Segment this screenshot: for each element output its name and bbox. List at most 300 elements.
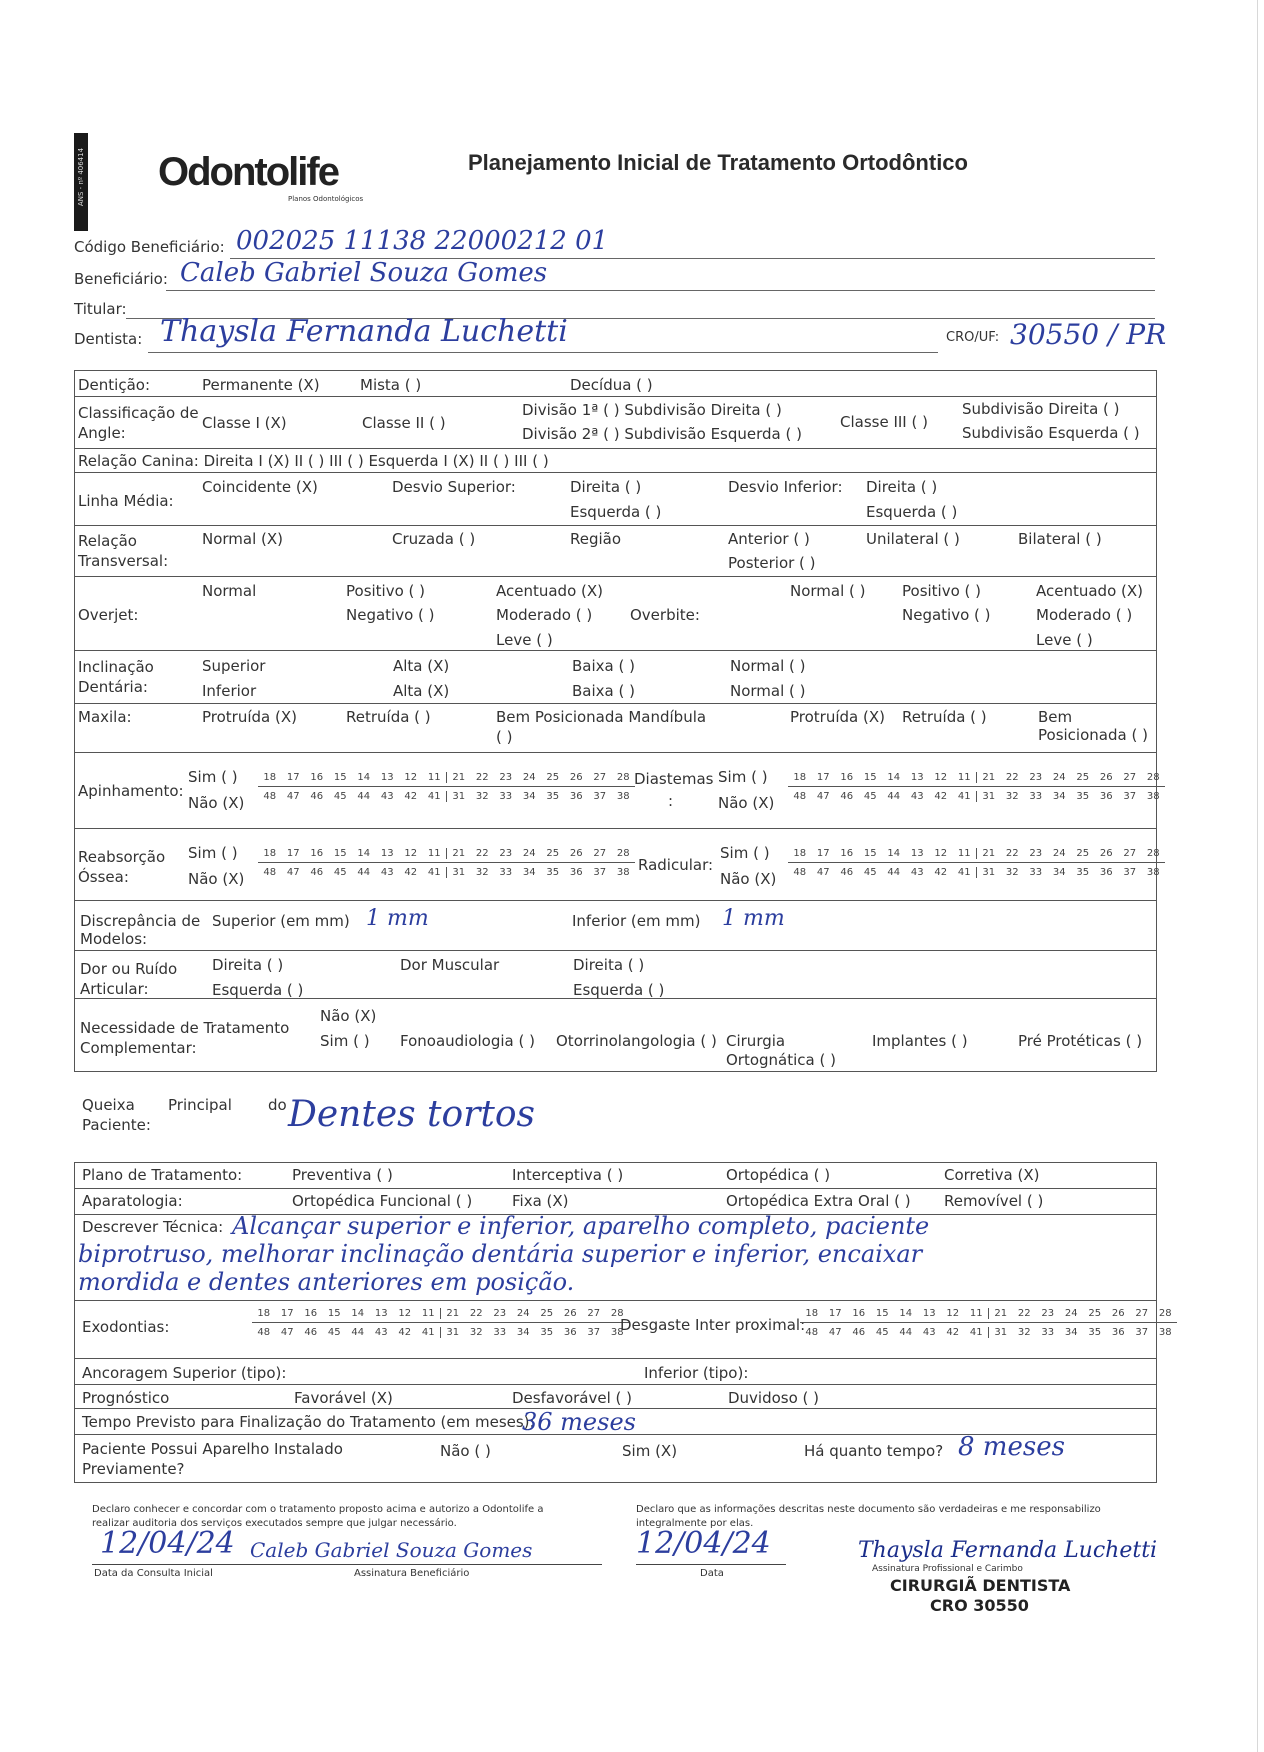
tooth-14[interactable]: 14	[887, 771, 901, 783]
necessidade-fono[interactable]: Fonoaudiologia ( )	[400, 1032, 535, 1050]
date-consulta-value[interactable]: 12/04/24	[100, 1526, 235, 1561]
tooth-31[interactable]: 31	[446, 791, 471, 802]
overbite-negativo[interactable]: Negativo ( )	[902, 606, 991, 624]
tooth-37[interactable]: 37	[593, 790, 607, 802]
tooth-26[interactable]: 26	[1111, 1307, 1125, 1319]
tooth-11[interactable]: 11	[427, 847, 441, 859]
apinhamento-sim[interactable]: Sim ( )	[188, 768, 238, 786]
beneficiario-label: Beneficiário:	[74, 270, 168, 288]
radicular-nao[interactable]: Não (X)	[720, 870, 777, 888]
tooth-38[interactable]: 38	[1146, 790, 1160, 802]
aparatologia-ortopedica-funcional[interactable]: Ortopédica Funcional ( )	[292, 1192, 473, 1210]
tooth-44[interactable]: 44	[351, 1326, 365, 1338]
tooth-15[interactable]: 15	[863, 771, 877, 783]
tooth-35[interactable]: 35	[540, 1326, 554, 1338]
tooth-43[interactable]: 43	[374, 1326, 388, 1338]
tooth-41[interactable]: 41	[427, 866, 441, 878]
tooth-34[interactable]: 34	[1052, 790, 1066, 802]
tooth-37[interactable]: 37	[587, 1326, 601, 1338]
beneficiario-signature[interactable]: Caleb Gabriel Souza Gomes	[250, 1538, 533, 1562]
tooth-25[interactable]: 25	[1076, 771, 1090, 783]
tooth-33[interactable]: 33	[1029, 790, 1043, 802]
tecnica-line-1[interactable]: Alcançar superior e inferior, aparelho completo, paciente	[232, 1212, 930, 1240]
denticao-decidua[interactable]: Decídua ( )	[570, 376, 653, 394]
tooth-32[interactable]: 32	[1005, 866, 1019, 878]
overjet-negativo[interactable]: Negativo ( )	[346, 606, 435, 624]
tooth-25[interactable]: 25	[540, 1307, 554, 1319]
overbite-acentuado[interactable]: Acentuado (X)	[1036, 582, 1144, 600]
tooth-13[interactable]: 13	[922, 1307, 936, 1319]
tooth-28[interactable]: 28	[1146, 847, 1160, 859]
tooth-37[interactable]: 37	[1135, 1326, 1149, 1338]
plano-ortopedica[interactable]: Ortopédica ( )	[726, 1166, 831, 1184]
tooth-24[interactable]: 24	[1052, 847, 1066, 859]
tooth-21[interactable]: 21	[446, 772, 471, 783]
overbite-positivo[interactable]: Positivo ( )	[902, 582, 982, 600]
teeth-chart-apinhamento	[258, 768, 635, 805]
radicular-sim[interactable]: Sim ( )	[720, 844, 770, 862]
mandibula-retruida[interactable]: Retruída ( )	[902, 708, 987, 726]
plano-corretiva[interactable]: Corretiva (X)	[944, 1166, 1040, 1184]
tooth-14[interactable]: 14	[357, 847, 371, 859]
reabsorcao-sim[interactable]: Sim ( )	[188, 844, 238, 862]
aparatologia-fixa[interactable]: Fixa (X)	[512, 1192, 569, 1210]
tooth-46[interactable]: 46	[840, 866, 854, 878]
tooth-38[interactable]: 38	[616, 790, 630, 802]
tooth-35[interactable]: 35	[1076, 866, 1090, 878]
desvio-inferior-direita[interactable]: Direita ( )	[866, 478, 938, 496]
queixa-value[interactable]: Dentes tortos	[288, 1094, 536, 1135]
inclinacao-baixa-sup[interactable]: Baixa ( )	[572, 657, 635, 675]
tooth-32[interactable]: 32	[475, 790, 489, 802]
tooth-34[interactable]: 34	[522, 866, 536, 878]
angle-sub-direita[interactable]: Subdivisão Direita ( )	[962, 400, 1120, 418]
necessidade-nao[interactable]: Não (X)	[320, 1007, 377, 1025]
tooth-32[interactable]: 32	[1005, 790, 1019, 802]
tooth-13[interactable]: 13	[374, 1307, 388, 1319]
tooth-21[interactable]: 21	[976, 848, 1001, 859]
tooth-27[interactable]: 27	[593, 771, 607, 783]
necessidade-cirurgia: Cirurgia	[726, 1032, 786, 1050]
tooth-42[interactable]: 42	[398, 1326, 412, 1338]
tooth-47[interactable]: 47	[816, 866, 830, 878]
discrepancia-inferior-value[interactable]: 1 mm	[722, 906, 785, 931]
tooth-17[interactable]: 17	[816, 771, 830, 783]
dor-muscular-direita[interactable]: Direita ( )	[573, 956, 645, 974]
exodontias-label: Exodontias:	[82, 1318, 170, 1336]
tooth-14[interactable]: 14	[887, 847, 901, 859]
tooth-35[interactable]: 35	[546, 790, 560, 802]
tooth-37[interactable]: 37	[1123, 790, 1137, 802]
teeth-row-lower	[788, 863, 1165, 881]
dor-muscular-esquerda[interactable]: Esquerda ( )	[573, 981, 665, 999]
tooth-32[interactable]: 32	[469, 1326, 483, 1338]
tooth-24[interactable]: 24	[522, 771, 536, 783]
tooth-34[interactable]: 34	[1052, 866, 1066, 878]
tooth-27[interactable]: 27	[1135, 1307, 1149, 1319]
necessidade-ortognatica[interactable]: Ortognática ( )	[726, 1051, 836, 1069]
cro-value[interactable]: 30550 / PR	[1010, 318, 1167, 351]
tooth-17[interactable]: 17	[280, 1307, 294, 1319]
tooth-12[interactable]: 12	[946, 1307, 960, 1319]
tooth-12[interactable]: 12	[398, 1307, 412, 1319]
tooth-27[interactable]: 27	[593, 847, 607, 859]
tooth-44[interactable]: 44	[357, 790, 371, 802]
tooth-14[interactable]: 14	[351, 1307, 365, 1319]
tooth-36[interactable]: 36	[563, 1326, 577, 1338]
tooth-23[interactable]: 23	[1029, 847, 1043, 859]
tooth-31[interactable]: 31	[988, 1327, 1013, 1338]
plano-preventiva[interactable]: Preventiva ( )	[292, 1166, 393, 1184]
overjet-leve[interactable]: Leve ( )	[496, 631, 553, 649]
tooth-16[interactable]: 16	[840, 771, 854, 783]
tooth-18[interactable]: 18	[805, 1307, 819, 1319]
prognostico-favoravel[interactable]: Favorável (X)	[294, 1389, 393, 1407]
tooth-46[interactable]: 46	[304, 1326, 318, 1338]
tecnica-line-3[interactable]: mordida e dentes anteriores em posição.	[78, 1268, 575, 1296]
tooth-33[interactable]: 33	[1041, 1326, 1055, 1338]
diastemas-nao[interactable]: Não (X)	[718, 794, 775, 812]
mandibula-protruida[interactable]: Protruída (X)	[790, 708, 885, 726]
tooth-27[interactable]: 27	[1123, 847, 1137, 859]
tooth-23[interactable]: 23	[499, 771, 513, 783]
tooth-16[interactable]: 16	[852, 1307, 866, 1319]
tooth-12[interactable]: 12	[934, 847, 948, 859]
tooth-36[interactable]: 36	[1099, 790, 1113, 802]
tooth-32[interactable]: 32	[1017, 1326, 1031, 1338]
desvio-inferior-esquerda[interactable]: Esquerda ( )	[866, 503, 958, 521]
tooth-11[interactable]: 11	[957, 847, 971, 859]
discrepancia-superior-value[interactable]: 1 mm	[366, 906, 429, 931]
transversal-label-2: Transversal:	[78, 552, 169, 570]
overjet-moderado[interactable]: Moderado ( )	[496, 606, 593, 624]
tooth-22[interactable]: 22	[475, 771, 489, 783]
tooth-13[interactable]: 13	[910, 771, 924, 783]
denticao-mista[interactable]: Mista ( )	[360, 376, 422, 394]
tooth-28[interactable]: 28	[616, 847, 630, 859]
apinhamento-nao[interactable]: Não (X)	[188, 794, 245, 812]
tooth-45[interactable]: 45	[863, 790, 877, 802]
tooth-38[interactable]: 38	[616, 866, 630, 878]
tooth-34[interactable]: 34	[1064, 1326, 1078, 1338]
angle-classe-3[interactable]: Classe III ( )	[840, 413, 928, 431]
tooth-13[interactable]: 13	[910, 847, 924, 859]
tooth-28[interactable]: 28	[1146, 771, 1160, 783]
tooth-13[interactable]: 13	[380, 771, 394, 783]
necessidade-implantes[interactable]: Implantes ( )	[872, 1032, 968, 1050]
tooth-18[interactable]: 18	[257, 1307, 271, 1319]
tooth-43[interactable]: 43	[380, 790, 394, 802]
tooth-25[interactable]: 25	[546, 771, 560, 783]
tooth-45[interactable]: 45	[875, 1326, 889, 1338]
inclinacao-normal-sup[interactable]: Normal ( )	[730, 657, 806, 675]
tooth-42[interactable]: 42	[946, 1326, 960, 1338]
plano-interceptiva[interactable]: Interceptiva ( )	[512, 1166, 624, 1184]
diastemas-label: Diastemas	[634, 770, 714, 788]
tooth-46[interactable]: 46	[310, 866, 324, 878]
tooth-12[interactable]: 12	[934, 771, 948, 783]
tooth-18[interactable]: 18	[263, 771, 277, 783]
tooth-42[interactable]: 42	[934, 866, 948, 878]
tooth-34[interactable]: 34	[522, 790, 536, 802]
tooth-46[interactable]: 46	[840, 790, 854, 802]
aparelho-sim[interactable]: Sim (X)	[622, 1442, 678, 1460]
tooth-16[interactable]: 16	[304, 1307, 318, 1319]
tooth-31[interactable]: 31	[976, 867, 1001, 878]
overbite-leve[interactable]: Leve ( )	[1036, 631, 1093, 649]
necessidade-sim[interactable]: Sim ( )	[320, 1032, 370, 1050]
relacao-canina[interactable]: Relação Canina: Direita I (X) II ( ) III ( ) Esquerda I (X) II ( ) III ( )	[78, 452, 549, 470]
tooth-21[interactable]: 21	[988, 1308, 1013, 1319]
angle-sub-esquerda[interactable]: Subdivisão Esquerda ( )	[962, 424, 1140, 442]
tooth-25[interactable]: 25	[1076, 847, 1090, 859]
tooth-36[interactable]: 36	[569, 866, 583, 878]
tooth-33[interactable]: 33	[499, 866, 513, 878]
tooth-26[interactable]: 26	[569, 771, 583, 783]
mandibula-bem: Bem	[1038, 708, 1073, 726]
maxila-protruida[interactable]: Protruída (X)	[202, 708, 297, 726]
tooth-32[interactable]: 32	[475, 866, 489, 878]
tooth-11[interactable]: 11	[969, 1307, 983, 1319]
tooth-43[interactable]: 43	[922, 1326, 936, 1338]
tooth-16[interactable]: 16	[310, 771, 324, 783]
tooth-45[interactable]: 45	[333, 866, 347, 878]
aparatologia-removivel[interactable]: Removível ( )	[944, 1192, 1044, 1210]
tooth-26[interactable]: 26	[563, 1307, 577, 1319]
transversal-posterior[interactable]: Posterior ( )	[728, 554, 816, 572]
transversal-cruzada[interactable]: Cruzada ( )	[392, 530, 476, 548]
tooth-26[interactable]: 26	[1099, 771, 1113, 783]
transversal-bilateral[interactable]: Bilateral ( )	[1018, 530, 1102, 548]
tooth-48[interactable]: 48	[805, 1326, 819, 1338]
overjet-positivo[interactable]: Positivo ( )	[346, 582, 426, 600]
linha-media-coincidente[interactable]: Coincidente (X)	[202, 478, 318, 496]
tooth-48[interactable]: 48	[263, 790, 277, 802]
inclinacao-label-1: Inclinação	[78, 658, 154, 676]
codigo-value[interactable]: 002025 11138 22000212 01	[236, 226, 609, 256]
tooth-27[interactable]: 27	[587, 1307, 601, 1319]
tooth-35[interactable]: 35	[546, 866, 560, 878]
tooth-47[interactable]: 47	[816, 790, 830, 802]
tooth-24[interactable]: 24	[516, 1307, 530, 1319]
tooth-42[interactable]: 42	[404, 790, 418, 802]
transversal-unilateral[interactable]: Unilateral ( )	[866, 530, 960, 548]
tooth-24[interactable]: 24	[1064, 1307, 1078, 1319]
tooth-24[interactable]: 24	[522, 847, 536, 859]
tooth-43[interactable]: 43	[380, 866, 394, 878]
inclinacao-baixa-inf[interactable]: Baixa ( )	[572, 682, 635, 700]
tooth-24[interactable]: 24	[1052, 771, 1066, 783]
tooth-38[interactable]: 38	[1158, 1326, 1172, 1338]
tooth-35[interactable]: 35	[1088, 1326, 1102, 1338]
tooth-23[interactable]: 23	[499, 847, 513, 859]
tooth-42[interactable]: 42	[404, 866, 418, 878]
tooth-26[interactable]: 26	[1099, 847, 1113, 859]
aparatologia-extra-oral[interactable]: Ortopédica Extra Oral ( )	[726, 1192, 911, 1210]
transversal-normal[interactable]: Normal (X)	[202, 530, 284, 548]
reabsorcao-nao[interactable]: Não (X)	[188, 870, 245, 888]
tooth-17[interactable]: 17	[816, 847, 830, 859]
tooth-12[interactable]: 12	[404, 847, 418, 859]
tooth-23[interactable]: 23	[1041, 1307, 1055, 1319]
tempo-value[interactable]: 36 meses	[522, 1408, 636, 1436]
tooth-36[interactable]: 36	[1111, 1326, 1125, 1338]
tooth-12[interactable]: 12	[404, 771, 418, 783]
tooth-31[interactable]: 31	[440, 1327, 465, 1338]
tooth-36[interactable]: 36	[1099, 866, 1113, 878]
tooth-15[interactable]: 15	[327, 1307, 341, 1319]
date-value[interactable]: 12/04/24	[636, 1526, 771, 1561]
tooth-17[interactable]: 17	[828, 1307, 842, 1319]
necessidade-label-2: Complementar:	[80, 1039, 197, 1057]
tooth-15[interactable]: 15	[333, 771, 347, 783]
tooth-13[interactable]: 13	[380, 847, 394, 859]
mandibula-bem-posicionada[interactable]: Posicionada ( )	[1038, 726, 1148, 744]
tooth-18[interactable]: 18	[263, 847, 277, 859]
tooth-44[interactable]: 44	[887, 790, 901, 802]
tooth-28[interactable]: 28	[610, 1307, 624, 1319]
tooth-45[interactable]: 45	[333, 790, 347, 802]
prognostico-desfavoravel[interactable]: Desfavorável ( )	[512, 1389, 632, 1407]
prognostico-duvidoso[interactable]: Duvidoso ( )	[728, 1389, 820, 1407]
tooth-42[interactable]: 42	[934, 790, 948, 802]
tooth-26[interactable]: 26	[569, 847, 583, 859]
aparelho-ha-quanto-value[interactable]: 8 meses	[958, 1432, 1065, 1462]
tooth-47[interactable]: 47	[286, 866, 300, 878]
tooth-43[interactable]: 43	[910, 790, 924, 802]
tooth-11[interactable]: 11	[427, 771, 441, 783]
angle-classe-1[interactable]: Classe I (X)	[202, 414, 287, 432]
tooth-23[interactable]: 23	[1029, 771, 1043, 783]
tooth-16[interactable]: 16	[840, 847, 854, 859]
tooth-31[interactable]: 31	[446, 867, 471, 878]
tooth-46[interactable]: 46	[852, 1326, 866, 1338]
tooth-11[interactable]: 11	[421, 1307, 435, 1319]
tooth-45[interactable]: 45	[327, 1326, 341, 1338]
overjet-acentuado[interactable]: Acentuado (X)	[496, 582, 604, 600]
tooth-41[interactable]: 41	[969, 1326, 983, 1338]
overbite-normal[interactable]: Normal ( )	[790, 582, 866, 600]
tooth-41[interactable]: 41	[421, 1326, 435, 1338]
dor-direita[interactable]: Direita ( )	[212, 956, 284, 974]
tooth-44[interactable]: 44	[357, 866, 371, 878]
angle-label-2: Angle:	[78, 424, 126, 442]
tooth-23[interactable]: 23	[493, 1307, 507, 1319]
tooth-21[interactable]: 21	[976, 772, 1001, 783]
transversal-anterior[interactable]: Anterior ( )	[728, 530, 810, 548]
tooth-34[interactable]: 34	[516, 1326, 530, 1338]
tooth-15[interactable]: 15	[333, 847, 347, 859]
angle-classe-2[interactable]: Classe II ( )	[362, 414, 446, 432]
tooth-21[interactable]: 21	[440, 1308, 465, 1319]
tooth-33[interactable]: 33	[499, 790, 513, 802]
tooth-38[interactable]: 38	[610, 1326, 624, 1338]
tooth-48[interactable]: 48	[793, 790, 807, 802]
diastemas-sim[interactable]: Sim ( )	[718, 768, 768, 786]
aparelho-ha-quanto: Há quanto tempo?	[804, 1442, 944, 1460]
tooth-11[interactable]: 11	[957, 771, 971, 783]
tooth-41[interactable]: 41	[957, 866, 971, 878]
angle-divisao-1[interactable]: Divisão 1ª ( ) Subdivisão Direita ( )	[522, 401, 782, 419]
tooth-41[interactable]: 41	[427, 790, 441, 802]
linha-media-label: Linha Média:	[78, 492, 174, 510]
tooth-48[interactable]: 48	[257, 1326, 271, 1338]
inclinacao-alta-sup[interactable]: Alta (X)	[393, 657, 450, 675]
desvio-superior-direita[interactable]: Direita ( )	[570, 478, 642, 496]
inclinacao-alta-inf[interactable]: Alta (X)	[393, 682, 450, 700]
tooth-22[interactable]: 22	[469, 1307, 483, 1319]
tooth-41[interactable]: 41	[957, 790, 971, 802]
tooth-44[interactable]: 44	[887, 866, 901, 878]
dentista-value[interactable]: Thaysla Fernanda Luchetti	[160, 314, 568, 349]
aparelho-nao[interactable]: Não ( )	[440, 1442, 491, 1460]
tooth-17[interactable]: 17	[286, 847, 300, 859]
tooth-31[interactable]: 31	[976, 791, 1001, 802]
tooth-27[interactable]: 27	[1123, 771, 1137, 783]
denticao-permanente[interactable]: Permanente (X)	[202, 376, 320, 394]
tooth-47[interactable]: 47	[828, 1326, 842, 1338]
tooth-37[interactable]: 37	[593, 866, 607, 878]
necessidade-otorrino[interactable]: Otorrinolangologia ( )	[556, 1032, 717, 1050]
tooth-45[interactable]: 45	[863, 866, 877, 878]
tooth-33[interactable]: 33	[493, 1326, 507, 1338]
stamp-line-1: CIRURGIÃ DENTISTA	[890, 1576, 1071, 1595]
tooth-18[interactable]: 18	[793, 771, 807, 783]
tooth-48[interactable]: 48	[263, 866, 277, 878]
tooth-38[interactable]: 38	[1146, 866, 1160, 878]
tooth-33[interactable]: 33	[1029, 866, 1043, 878]
tooth-18[interactable]: 18	[793, 847, 807, 859]
necessidade-pre-proteticas[interactable]: Pré Protéticas ( )	[1018, 1032, 1143, 1050]
tooth-15[interactable]: 15	[863, 847, 877, 859]
tooth-15[interactable]: 15	[875, 1307, 889, 1319]
tooth-36[interactable]: 36	[569, 790, 583, 802]
angle-divisao-2[interactable]: Divisão 2ª ( ) Subdivisão Esquerda ( )	[522, 425, 802, 443]
overbite-moderado[interactable]: Moderado ( )	[1036, 606, 1133, 624]
tooth-46[interactable]: 46	[310, 790, 324, 802]
tecnica-line-2[interactable]: biprotruso, melhorar inclinação dentária superior e inferior, encaixar	[78, 1240, 923, 1268]
tooth-28[interactable]: 28	[616, 771, 630, 783]
tooth-47[interactable]: 47	[280, 1326, 294, 1338]
tooth-14[interactable]: 14	[357, 771, 371, 783]
inclinacao-normal-inf[interactable]: Normal ( )	[730, 682, 806, 700]
tooth-37[interactable]: 37	[1123, 866, 1137, 878]
tooth-22[interactable]: 22	[1005, 771, 1019, 783]
tooth-48[interactable]: 48	[793, 866, 807, 878]
desvio-superior-esquerda[interactable]: Esquerda ( )	[570, 503, 662, 521]
beneficiario-value[interactable]: Caleb Gabriel Souza Gomes	[180, 258, 548, 288]
dor-esquerda[interactable]: Esquerda ( )	[212, 981, 304, 999]
tooth-28[interactable]: 28	[1158, 1307, 1172, 1319]
dentist-signature[interactable]: Thaysla Fernanda Luchetti	[858, 1538, 1158, 1563]
tooth-43[interactable]: 43	[910, 866, 924, 878]
tooth-44[interactable]: 44	[899, 1326, 913, 1338]
tooth-35[interactable]: 35	[1076, 790, 1090, 802]
tooth-16[interactable]: 16	[310, 847, 324, 859]
tooth-21[interactable]: 21	[446, 848, 471, 859]
maxila-retruida[interactable]: Retruída ( )	[346, 708, 431, 726]
tooth-25[interactable]: 25	[1088, 1307, 1102, 1319]
tooth-14[interactable]: 14	[899, 1307, 913, 1319]
maxila-bem-posicionada-box[interactable]: ( )	[496, 728, 513, 746]
discrepancia-label-2: Modelos:	[80, 930, 148, 948]
tooth-22[interactable]: 22	[1005, 847, 1019, 859]
tooth-47[interactable]: 47	[286, 790, 300, 802]
tooth-22[interactable]: 22	[1017, 1307, 1031, 1319]
tooth-22[interactable]: 22	[475, 847, 489, 859]
tooth-17[interactable]: 17	[286, 771, 300, 783]
tooth-25[interactable]: 25	[546, 847, 560, 859]
